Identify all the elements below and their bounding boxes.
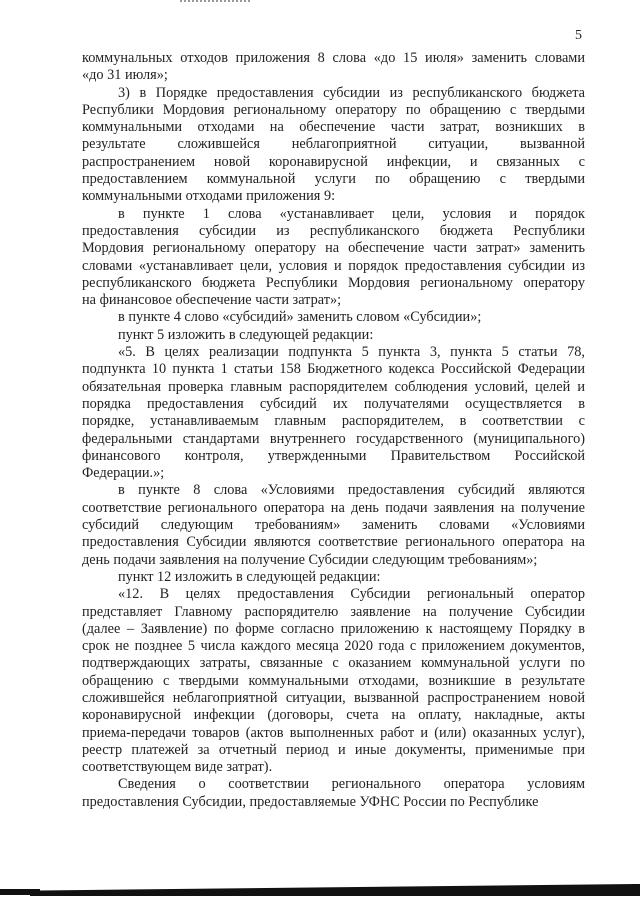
text-line: Мордовия региональному оператору на обеспечение части затрат» заменить: [82, 240, 585, 257]
page-number: 5: [575, 28, 582, 43]
text-line: пункт 12 изложить в следующей редакции:: [118, 568, 381, 585]
text-line: федеральными стандартами внутреннего государственного (муниципального): [82, 430, 585, 447]
text-line: Сведения о соответствии регионального оператора условиям: [118, 776, 585, 793]
text-line: в пункте 8 слова «Условиями предоставления субсидий являются: [118, 482, 585, 499]
text-line: подтверждающих затраты, связанные с оказанием коммунальной услуги по: [82, 655, 585, 672]
text-line: республиканского бюджета Республики Мордовия региональному оператору: [82, 274, 585, 291]
scan-artifact-mark: [180, 0, 250, 5]
text-line: «12. В целях предоставления Субсидии региональный оператор: [118, 586, 585, 603]
text-line: в пункте 4 слово «субсидий» заменить словом «Субсидии»;: [118, 309, 482, 326]
text-line: сложившейся неблагоприятной ситуации, вызванной распространением новой: [82, 689, 585, 706]
text-line: предоставлением коммунальной услуги по обращению с твердыми: [82, 171, 585, 188]
text-line: предоставления Субсидии, предоставляемые УФНС России по Республике: [82, 793, 539, 810]
text-line: подпункта 10 пункта 1 статьи 158 Бюджетного кодекса Российской Федерации: [82, 361, 585, 378]
text-line: обращению с твердыми коммунальными отходами, возникшие в результате: [82, 672, 585, 689]
text-line: (далее – Заявление) по форме согласно приложению к настоящему Порядку в: [82, 620, 585, 637]
text-line: коммунальными отходами приложения 9:: [82, 188, 336, 205]
text-line: порядке, устанавливаемым главным распорядителем, в соответствии с: [82, 413, 585, 430]
text-line: соответствующем виде затрат).: [82, 759, 273, 776]
text-line: финансового контроля, утвержденными Правительством Российской: [82, 447, 585, 464]
text-line: предоставления субсидии из республиканского бюджета Республики: [82, 222, 585, 239]
text-line: предоставления Субсидии являются соответствие регионального оператора на: [82, 534, 585, 551]
scan-edge-bar: [30, 884, 640, 896]
text-line: реестр платежей за отчетный период и иные документы, применимые при: [82, 741, 585, 758]
text-line: «5. В целях реализации подпункта 5 пункта 3, пункта 5 статьи 78,: [118, 344, 585, 361]
text-line: коммунальных отходов приложения 8 слова «до 15 июля» заменить словами: [82, 50, 585, 66]
text-line: коммунальными отходами на обеспечение части затрат, возникших в: [82, 119, 585, 136]
text-line: 3) в Порядке предоставления субсидии из республиканского бюджета: [118, 84, 585, 101]
text-line: коронавирусной инфекции (договоры, счета на оплату, накладные, акты: [82, 707, 585, 724]
text-line: соответствие регионального оператора на день подачи заявления на получение: [82, 499, 585, 516]
text-line: обязательная проверка главным распорядителем соблюдения условий, целей и: [82, 378, 585, 395]
text-line: приема-передачи товаров (актов выполненных работ и (или) оказанных услуг),: [82, 724, 585, 741]
text-line: на финансовое обеспечение части затрат»;: [82, 292, 342, 309]
text-line: срок не позднее 5 числа каждого месяца 2020 года с приложением документов,: [82, 638, 585, 655]
text-line: пункт 5 изложить в следующей редакции:: [118, 326, 374, 343]
text-line: субсидий следующим требованиям» заменить словами «Условиями: [82, 517, 585, 534]
text-line: день подачи заявления на получение Субсидии следующим требованиям»;: [82, 551, 538, 568]
text-line: Республики Мордовия региональному оператору по обращению с твердыми: [82, 101, 585, 118]
text-line: представляет Главному распорядителю заявление на получение Субсидии: [82, 603, 585, 620]
text-line: порядка предоставления субсидий их получателями осуществляется в: [82, 395, 585, 412]
text-line: результате сложившейся неблагоприятной ситуации, вызванной: [82, 136, 585, 153]
text-line: словами «устанавливает цели, условия и порядок предоставления субсидии из: [82, 257, 585, 274]
document-body: [82, 50, 585, 811]
text-line: «до 31 июля»;: [82, 67, 168, 84]
text-line: Федерации.»;: [82, 465, 165, 482]
text-line: в пункте 1 слова «устанавливает цели, условия и порядок: [118, 205, 585, 222]
text-line: распространением новой коронавирусной инфекции, и связанных с: [82, 153, 585, 170]
